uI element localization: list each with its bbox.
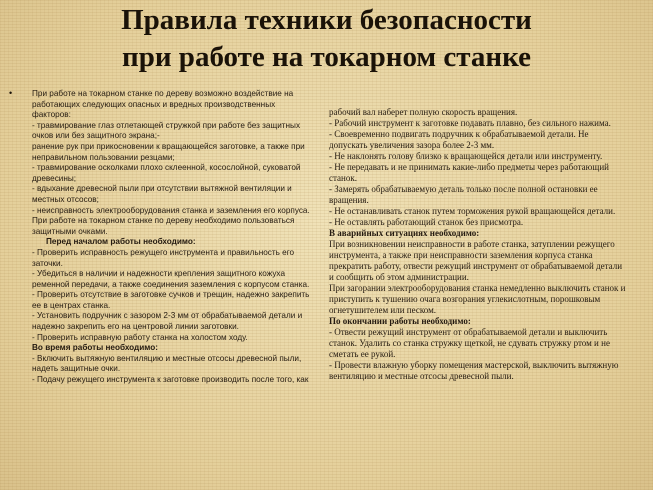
bullet-marker: • — [9, 88, 13, 98]
left-paragraph: - Включить вытяжную вентиляцию и местные отсосы древесной пыли, надеть защитные очки. — [32, 353, 302, 374]
left-paragraph: При работе на токарном станке по дереву возможно воздействие на работающих следующих опасных и вредных производственных факторов: — [32, 89, 294, 120]
right-paragraph: рабочий вал наберет полную скорость вращения. — [329, 107, 518, 117]
right-section-heading: В аварийных ситуациях необходимо: — [329, 228, 480, 238]
left-section-heading: Во время работы необходимо: — [32, 343, 158, 353]
right-paragraph: - Провести влажную уборку помещения мастерской, выключить вытяжную вентиляцию и местные отсосы древесной пыли. — [329, 360, 619, 381]
left-paragraph: - неисправность электрооборудования станка и заземления его корпуса. — [32, 205, 310, 215]
left-paragraph: - Установить подручник с зазором 2-3 мм от обрабатываемой детали и надежно закрепить его на центровой линии заготовки. — [32, 311, 303, 332]
left-paragraph: - Убедиться в наличии и надежности крепления защитного кожуха ременной передачи, а также соединения заземления с корпусом станка. — [32, 269, 310, 289]
left-paragraph: При работе на токарном станке по дереву необходимо пользоваться защитными очками. — [32, 216, 295, 236]
right-paragraph: - Отвести режущий инструмент от обрабатываемой детали и выключить станок. Удалить со станка стружку щеткой, не сдувать стружку ртом и не сметать ее рукой. — [329, 327, 610, 359]
right-paragraph: - Рабочий инструмент к заготовке подавать плавно, без сильного нажима. — [329, 118, 611, 128]
left-paragraph: - травмирование осколками плохо склеенной, косослойной, суковатой древесины; — [32, 163, 301, 183]
right-paragraph: - Не оставлять работающий станок без присмотра. — [329, 217, 524, 227]
title-line-2: при работе на токарном станке — [122, 41, 531, 73]
right-paragraph: - Не наклонять голову близко к вращающейся детали или инструменту. — [329, 151, 603, 161]
left-section-heading: Перед началом работы необходимо: — [46, 237, 196, 247]
slide-title — [0, 2, 653, 76]
right-paragraph: - Замерять обрабатываемую деталь только после полной остановки ее вращения. — [329, 184, 598, 205]
left-text-column — [32, 89, 314, 484]
right-text-column — [329, 107, 629, 482]
right-paragraph: - Не останавливать станок путем торможения рукой вращающейся детали. — [329, 206, 616, 216]
right-paragraph: - Своевременно подвигать подручник к обрабатываемой детали. Не допускать увеличения зазора более 2-3 мм. — [329, 129, 589, 150]
left-paragraph: - вдыхание древесной пыли при отсутствии вытяжной вентиляции и местных отсосов; — [32, 184, 292, 204]
left-paragraph: - Проверить исправность режущего инструмента и правильность его заточки. — [32, 247, 295, 268]
right-section-heading: По окончании работы необходимо: — [329, 316, 471, 326]
left-paragraph: ранение рук при прикосновении к вращающейся заготовке, а также при неправильном пользовании резцами; — [32, 141, 305, 162]
title-line-1: Правила техники безопасности — [121, 4, 532, 36]
left-paragraph: - Проверить исправную работу станка на холостом ходу. — [32, 332, 248, 342]
left-paragraph: - Подачу режущего инструмента к заготовке производить после того, как — [32, 375, 309, 385]
right-paragraph: При загорании электрооборудования станка немедленно выключить станок и приступить к тушению очага возгорания углекислотным, порошковым огнетушителем или песком. — [329, 283, 626, 315]
left-paragraph: - Проверить отсутствие в заготовке сучков и трещин, надежно закрепить ее в центрах станка. — [32, 290, 310, 310]
right-paragraph: При возникновении неисправности в работе станка, затуплении режущего инструмента, а также при неисправности заземления корпуса станка прекратить работу, отвести режущий инструмент от обрабатываемой детали и сообщить об этом администрации. — [329, 239, 623, 282]
right-paragraph: - Не передавать и не принимать какие-либо предметы через работающий станок. — [329, 162, 609, 183]
left-paragraph: - травмирование глаз отлетающей стружкой при работе без защитных очков или без защитного экрана;- — [32, 120, 301, 141]
